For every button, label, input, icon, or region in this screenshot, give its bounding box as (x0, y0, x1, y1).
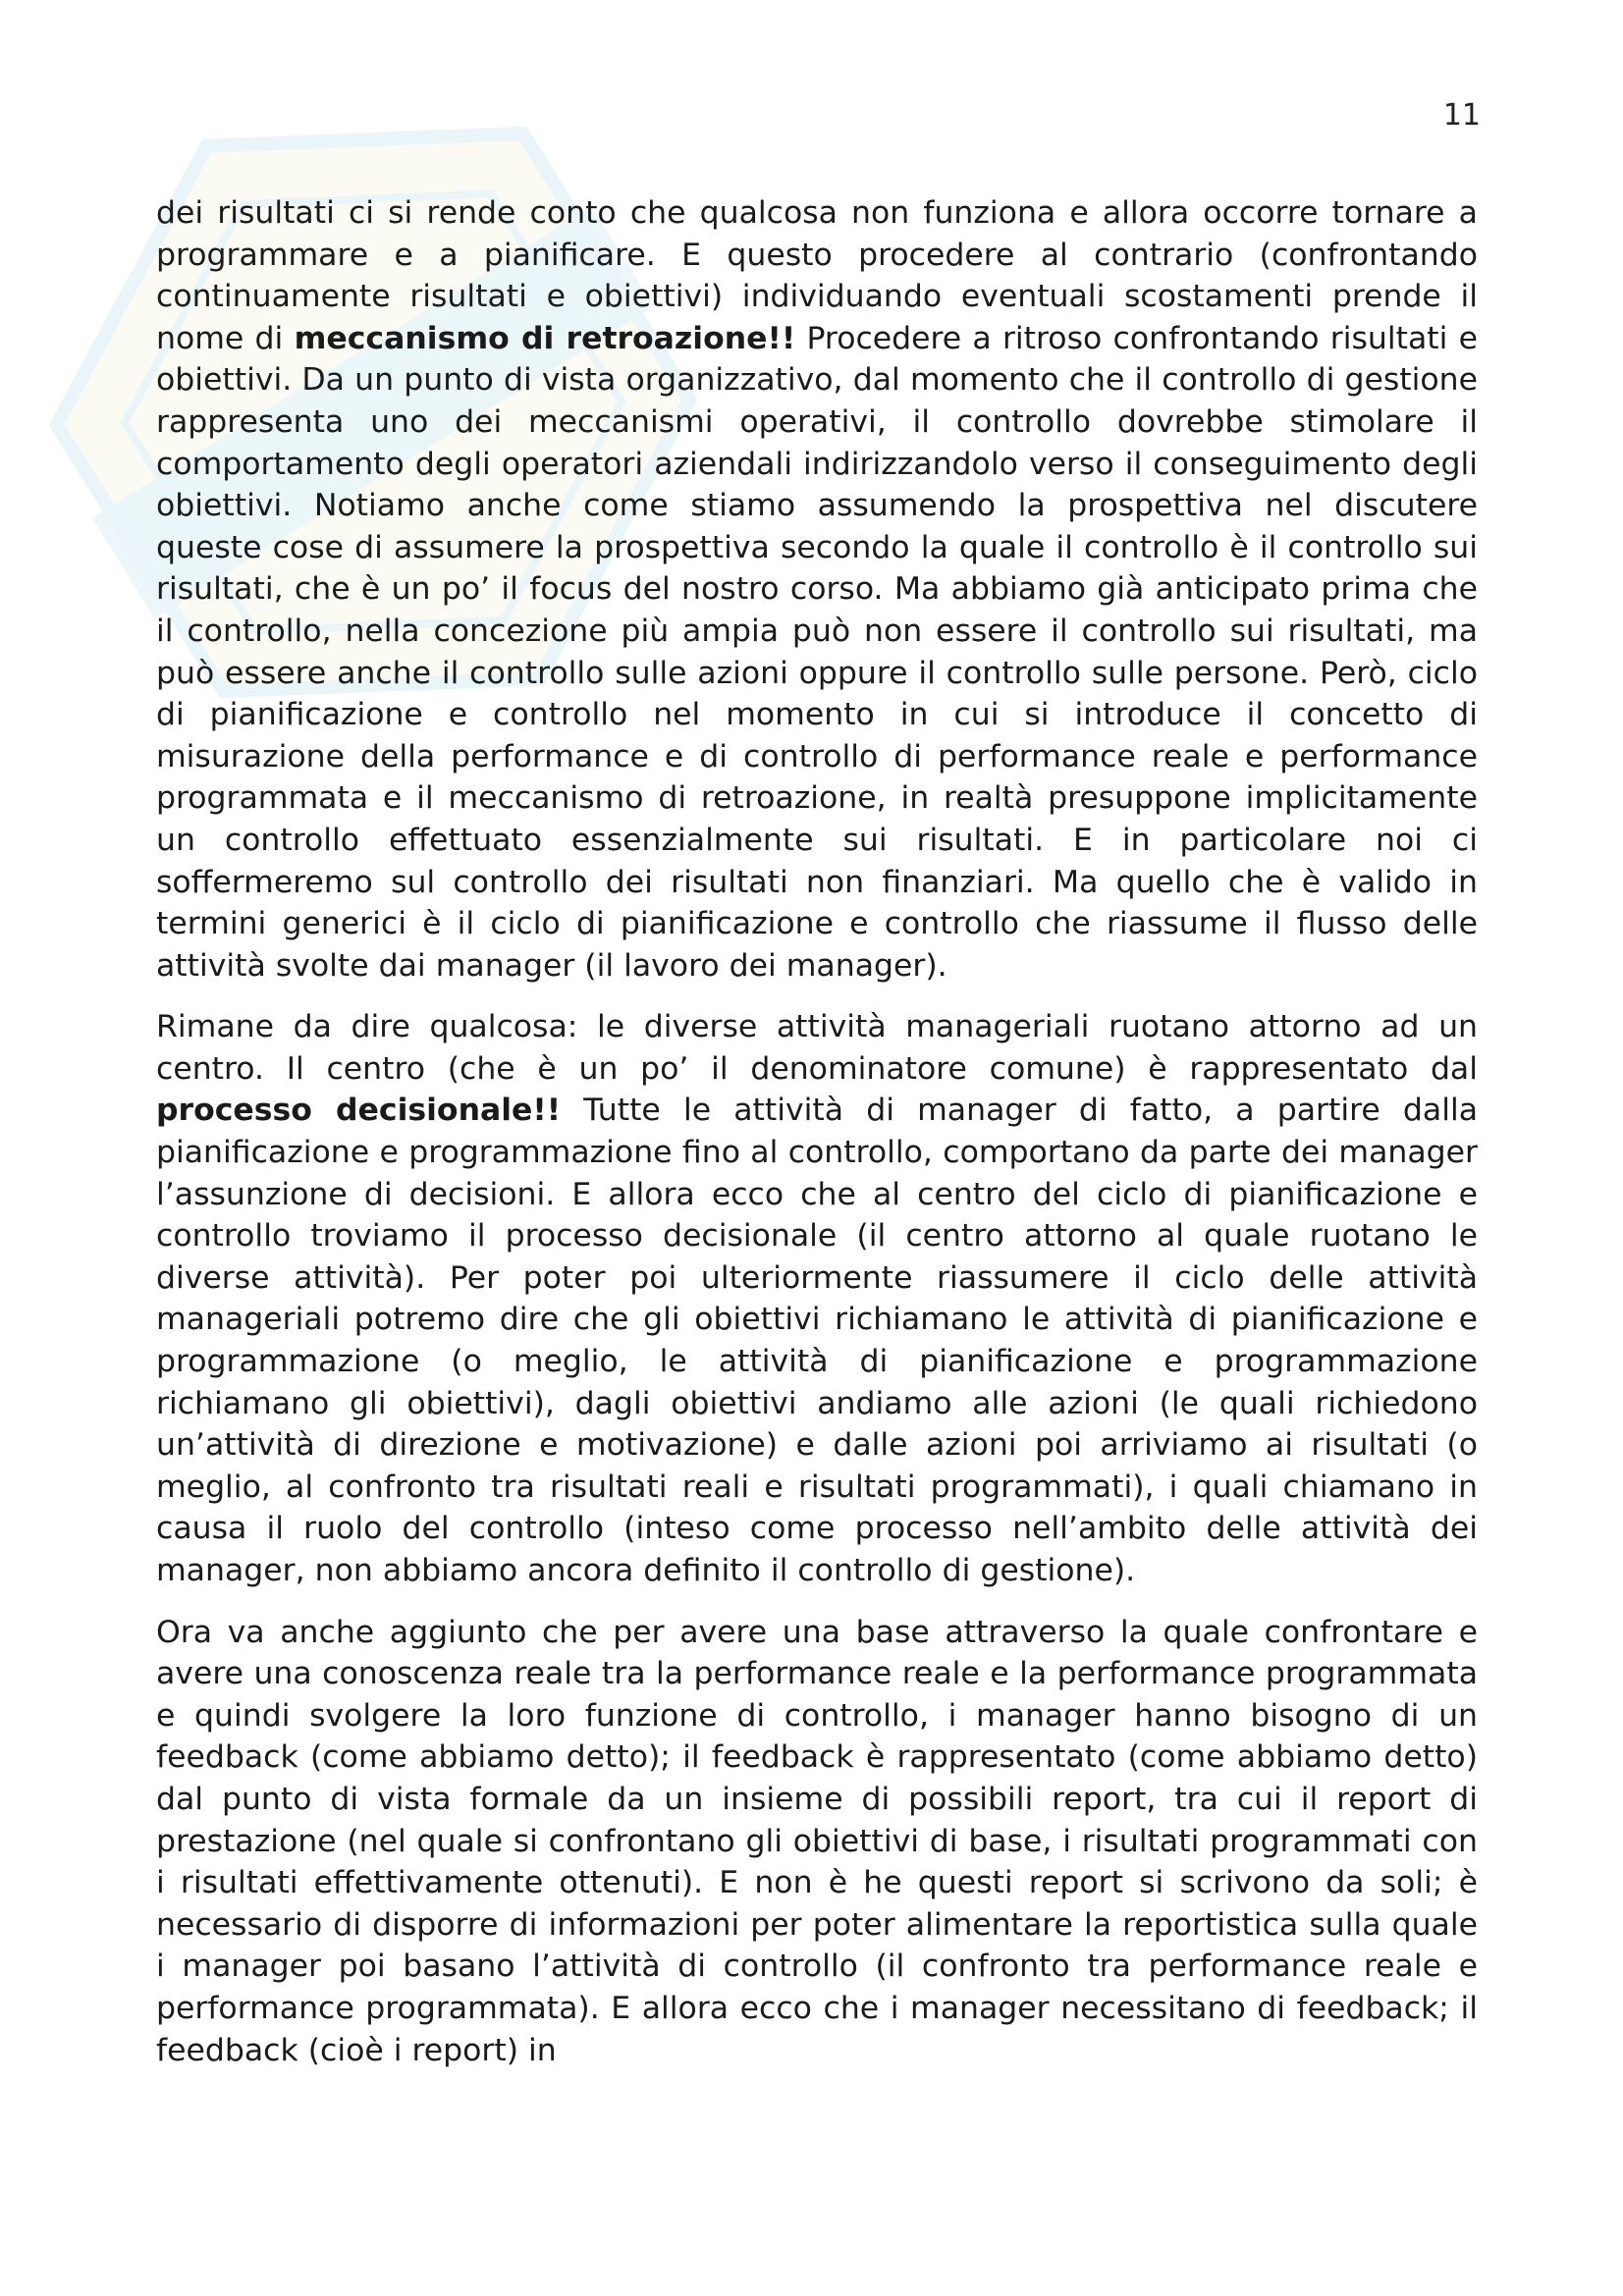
paragraph-1 (156, 192, 1478, 987)
bold-term-processo-decisionale: processo decisionale!! (156, 1093, 562, 1129)
paragraph-3 (156, 1612, 1478, 2072)
bold-term-retroazione: meccanismo di retroazione!! (294, 320, 796, 356)
paragraph-text: Rimane da dire qualcosa: le diverse attività manageriali ruotano attorno ad un centro. Il centro (che è un po’ il denominatore comune) è rappresentato dal (156, 1009, 1478, 1087)
document-body (156, 192, 1478, 2091)
paragraph-text: Tutte le attività di manager di fatto, a partire dalla pianificazione e programmazione fino al controllo, comportano da parte dei manager l’assunzione di decisioni. E allora ecco che al centro del ciclo di pianificazione e controllo troviamo il processo decisionale (il centro attorno al quale ruotano le diverse attività). Per poter poi ulteriormente riassumere il ciclo delle attività manageriali potremo dire che gli obiettivi richiamano le attività di pianificazione e programmazione (o meglio, le attività di pianificazione e programmazione richiamano gli obiettivi), dagli obiettivi andiamo alle azioni (le quali richiedono un’attività di direzione e motivazione) e dalle azioni poi arriviamo ai risultati (o meglio, al confronto tra risultati reali e risultati programmati), i quali chiamano in causa il ruolo del controllo (inteso come processo nell’ambito delle attività dei manager, non abbiamo ancora definito il controllo di gestione). (156, 1093, 1478, 1588)
paragraph-text: dei risultati ci si rende conto che qualcosa non funziona e allora occorre tornare a programmare e a pianificare. E questo procedere al contrario (confrontando continuamente risultati e obiettivi) individuando eventuali scostamenti prende il nome di (156, 195, 1478, 356)
paragraph-text: Procedere a ritroso confrontando risultati e obiettivi. Da un punto di vista organizzativo, dal momento che il controllo di gestione rappresenta uno dei meccanismi operativi, il controllo dovrebbe stimolare il comportamento degli operatori aziendali indirizzandolo verso il conseguimento degli obiettivi. Notiamo anche come stiamo assumendo la prospettiva nel discutere queste cose di assumere la prospettiva secondo la quale il controllo è il controllo sui risultati, che è un po’ il focus del nostro corso. Ma abbiamo già anticipato prima che il controllo, nella concezione più ampia può non essere il controllo sui risultati, ma può essere anche il controllo sulle azioni oppure il controllo sulle persone. Però, ciclo di pianificazione e controllo nel momento in cui si introduce il concetto di misurazione della performance e di controllo di performance reale e performance programmata e il meccanismo di retroazione, in realtà presuppone implicitamente un controllo effettuato essenzialmente sui risultati. E in particolare noi ci soffermeremo sul controllo dei risultati non finanziari. Ma quello che è valido in termini generici è il ciclo di pianificazione e controllo che riassume il flusso delle attività svolte dai manager (il lavoro dei manager). (156, 320, 1479, 984)
page-number: 11 (1442, 98, 1481, 133)
paragraph-text: Ora va anche aggiunto che per avere una base attraverso la quale confrontare e avere una conoscenza reale tra la performance reale e la performance programmata e quindi svolgere la loro funzione di controllo, i manager hanno bisogno di un feedback (come abbiamo detto); il feedback è rappresentato (come abbiamo detto) dal punto di vista formale da un insieme di possibili report, tra cui il report di prestazione (nel quale si confrontano gli obiettivi di base, i risultati programmati con i risultati effettivamente ottenuti). E non è he questi report si scrivono da soli; è necessario di disporre di informazioni per poter alimentare la reportistica sulla quale i manager poi basano l’attività di controllo (il confronto tra performance reale e performance programmata). E allora ecco che i manager necessitano di feedback; il feedback (cioè i report) in (156, 1614, 1478, 2068)
paragraph-2 (156, 1006, 1478, 1591)
